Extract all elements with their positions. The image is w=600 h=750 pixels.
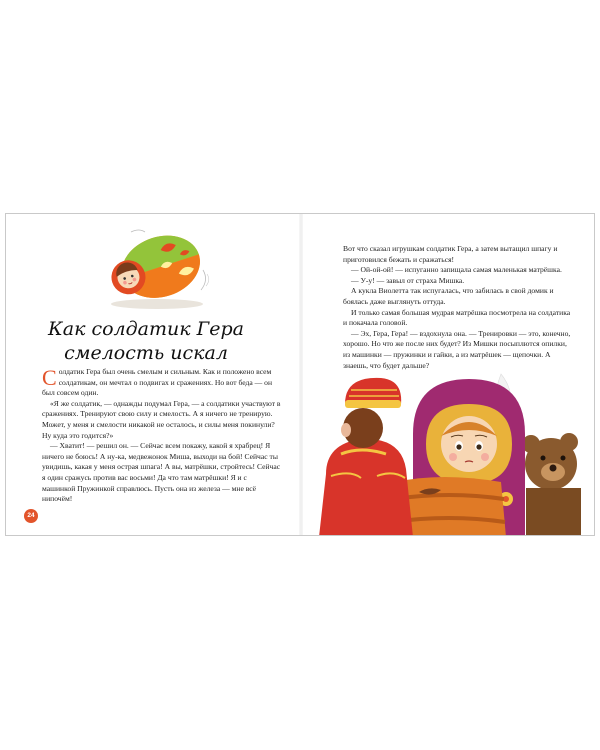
right-page xyxy=(301,214,595,535)
paragraph: — Хватит! — решил он. — Сейчас всем покажу, какой я храбрец! Я ничего не боюсь! А ну-ка, медвежонок Миша, выходи на бой! Сейчас ты увидишь, какая у меня острая шпага! А вы, матрёшки, стройтесь! Сейчас я один сражусь против вас восьми! Да что там матрёшки! Я и с машинкой Пружинкой справлюсь. Пусть она из железа — мне всё нипочём! xyxy=(42,441,281,504)
drop-cap: С xyxy=(42,365,57,390)
title-line-2: смелость искал xyxy=(64,342,228,364)
title-line-1: Как солдатик Гера xyxy=(48,318,244,340)
paragraph: — Эх, Гера, Гера! — вздохнула она. — Тренировки — это, конечно, хорошо. Но что же после них будет? Из Мишки посыплются опилки, из машинки — пружинки и гайки, а из матрёшек — щепочки. А знаешь, что будет дальше? xyxy=(343,328,571,370)
soldier-matryoshka-bear-illustration xyxy=(301,364,595,536)
paragraph: Вот что сказал игрушкам солдатик Гера, а затем вытащил шпагу и приготовился бежать и сражаться! xyxy=(343,244,558,264)
paragraph: И только самая большая мудрая матрёшка посмотрела на солдатика и покачала головой. xyxy=(343,307,571,328)
paragraph-text: олдатик Гера был очень смелым и сильным. Как и положено всем солдатикам, он мечтал о подвигах и сражениях. Но вот беда — он был совсем один. xyxy=(42,367,273,398)
bear xyxy=(522,433,581,536)
left-page xyxy=(6,214,301,535)
tumbling-matryoshka-illustration xyxy=(91,224,221,314)
paragraph: А кукла Виолетта так испугалась, что забилась в свой домик и боялась даже выглянуть оттуда. xyxy=(343,286,554,306)
book-spread xyxy=(5,213,595,536)
paragraph: — Ой-ой-ой! — испуганно запищала самая маленькая матрёшка. xyxy=(351,265,562,275)
left-story-text xyxy=(42,367,282,505)
paragraph xyxy=(42,367,282,399)
page-number: 24 xyxy=(24,509,38,523)
story-title xyxy=(36,317,256,365)
right-story-text xyxy=(343,244,573,371)
paragraph: «Я же солдатик, — однажды подумал Гера, — а солдатики участвуют в сражениях. Тренируют свою силу и смелость. А я ничего не тренирую. Может, у меня и смелости никакой не осталось, и силы меня покинули? Ну куда это годится?» xyxy=(42,398,281,440)
paragraph: — У-у! — завыл от страха Мишка. xyxy=(351,275,465,285)
